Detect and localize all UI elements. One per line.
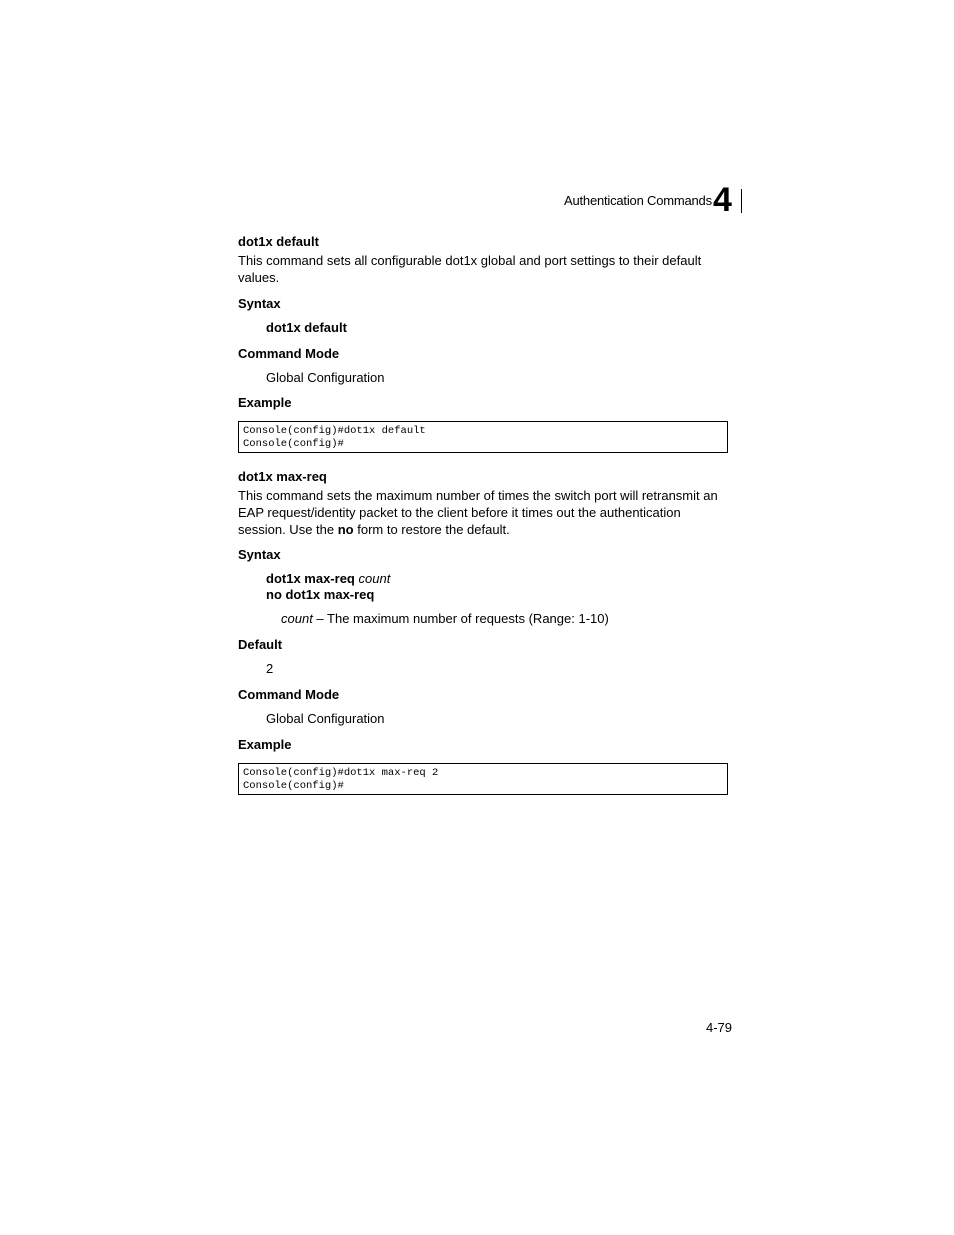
- syntax-argument: count: [358, 571, 391, 586]
- default-heading: Default: [238, 637, 283, 652]
- syntax-command-no: no dot1x max-req: [266, 587, 375, 602]
- code-line: Console(config)#: [243, 780, 344, 792]
- syntax-command: [266, 571, 390, 586]
- default-value: 2: [266, 661, 274, 676]
- code-line: Console(config)#: [243, 438, 344, 450]
- syntax-keyword: dot1x max-req: [266, 571, 355, 586]
- command-title-dot1x-default: dot1x default: [238, 234, 319, 249]
- code-example-box: [238, 763, 728, 795]
- command-mode-value: Global Configuration: [266, 370, 385, 385]
- command-title-dot1x-max-req: dot1x max-req: [238, 469, 327, 484]
- description-line: EAP request/identity packet to the client before it times out the authentication: [238, 505, 681, 520]
- page-number: 4-79: [706, 1020, 733, 1035]
- description-line: This command sets the maximum number of times the switch port will retransmit an: [238, 488, 718, 503]
- syntax-heading: Syntax: [238, 296, 281, 311]
- chapter-number: 4: [713, 181, 732, 219]
- keyword-no: no: [337, 522, 354, 537]
- description-line: values.: [238, 270, 280, 285]
- parameter-name: count: [281, 611, 313, 626]
- command-mode-heading: Command Mode: [238, 346, 340, 361]
- code-line: Console(config)#dot1x max-req 2: [243, 767, 439, 779]
- description-text: form to restore the default.: [353, 522, 510, 537]
- description-line: This command sets all configurable dot1x global and port settings to their default: [238, 253, 702, 268]
- example-heading: Example: [238, 395, 292, 410]
- syntax-heading: Syntax: [238, 547, 281, 562]
- command-description: [238, 252, 738, 286]
- parameter-description: [281, 611, 609, 626]
- example-heading: Example: [238, 737, 292, 752]
- code-line: Console(config)#dot1x default: [243, 425, 426, 437]
- syntax-command: dot1x default: [266, 320, 347, 335]
- command-mode-heading: Command Mode: [238, 687, 340, 702]
- command-description: [238, 487, 738, 538]
- parameter-text: – The maximum number of requests (Range: 1-10): [312, 611, 609, 626]
- description-line: [238, 521, 738, 538]
- command-mode-value: Global Configuration: [266, 711, 385, 726]
- running-header: Authentication Commands: [564, 193, 712, 208]
- description-text: session. Use the: [238, 522, 338, 537]
- chapter-divider: [741, 189, 742, 213]
- code-example-box: [238, 421, 728, 453]
